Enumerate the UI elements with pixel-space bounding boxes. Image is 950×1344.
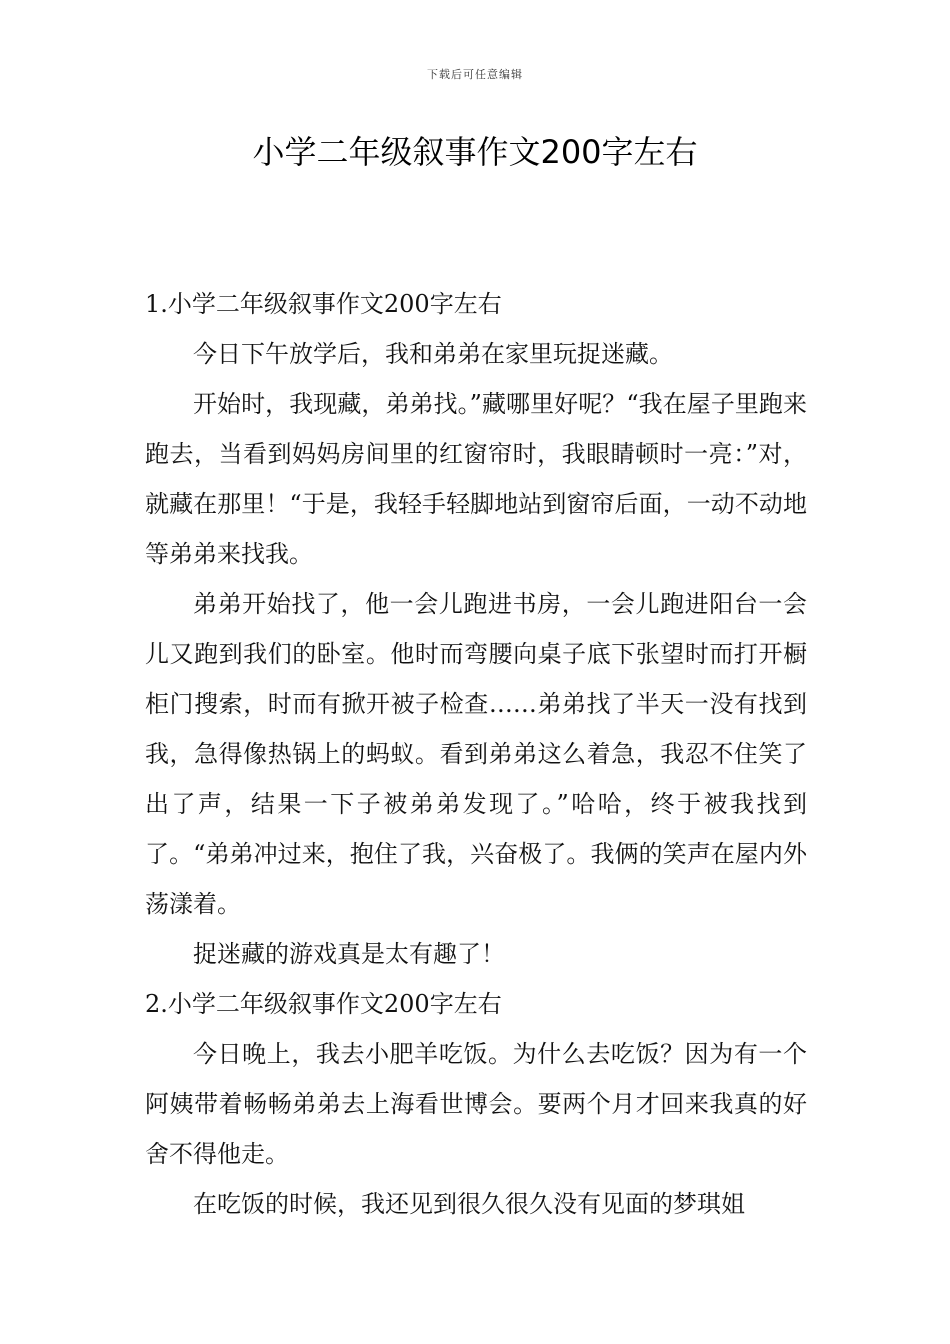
section-1-heading: 1.小学二年级叙事作文200字左右 xyxy=(145,290,502,318)
document-title: 小学二年级叙事作文200字左右 xyxy=(252,133,698,171)
document-body xyxy=(145,279,807,1229)
header-note: 下载后可任意编辑 xyxy=(427,68,523,81)
section-1-paragraph-3: 弟弟开始找了，他一会儿跑进书房，一会儿跑进阳台一会儿又跑到我们的卧室。他时而弯腰向桌子底下张望时而打开橱柜门搜索，时而有掀开被子检查……弟弟找了半天一没有找到我，急得像热锅上的蚂蚁。看到弟弟这么着急，我忍不住笑了出了声，结果一下子被弟弟发现了。”哈哈，终于被我找到了。“弟弟冲过来，抱住了我，兴奋极了。我俩的笑声在屋内外荡漾着。 xyxy=(145,590,807,918)
section-1-paragraph-2: 开始时，我现藏，弟弟找。”藏哪里好呢？“我在屋子里跑来跑去，当看到妈妈房间里的红窗帘时，我眼睛顿时一亮：”对，就藏在那里！“于是，我轻手轻脚地站到窗帘后面，一动不动地等弟弟来找我。 xyxy=(145,390,807,568)
section-2-paragraph-2: 在吃饭的时候，我还见到很久很久没有见面的梦琪姐 xyxy=(193,1190,745,1218)
section-2-paragraph-1: 今日晚上，我去小肥羊吃饭。为什么去吃饭？因为有一个阿姨带着畅畅弟弟去上海看世博会。要两个月才回来我真的好舍不得他走。 xyxy=(145,1040,807,1168)
section-1-paragraph-4: 捉迷藏的游戏真是太有趣了！ xyxy=(193,940,505,968)
section-1-paragraph-1: 今日下午放学后，我和弟弟在家里玩捉迷藏。 xyxy=(193,340,673,368)
section-2-heading: 2.小学二年级叙事作文200字左右 xyxy=(145,990,502,1018)
